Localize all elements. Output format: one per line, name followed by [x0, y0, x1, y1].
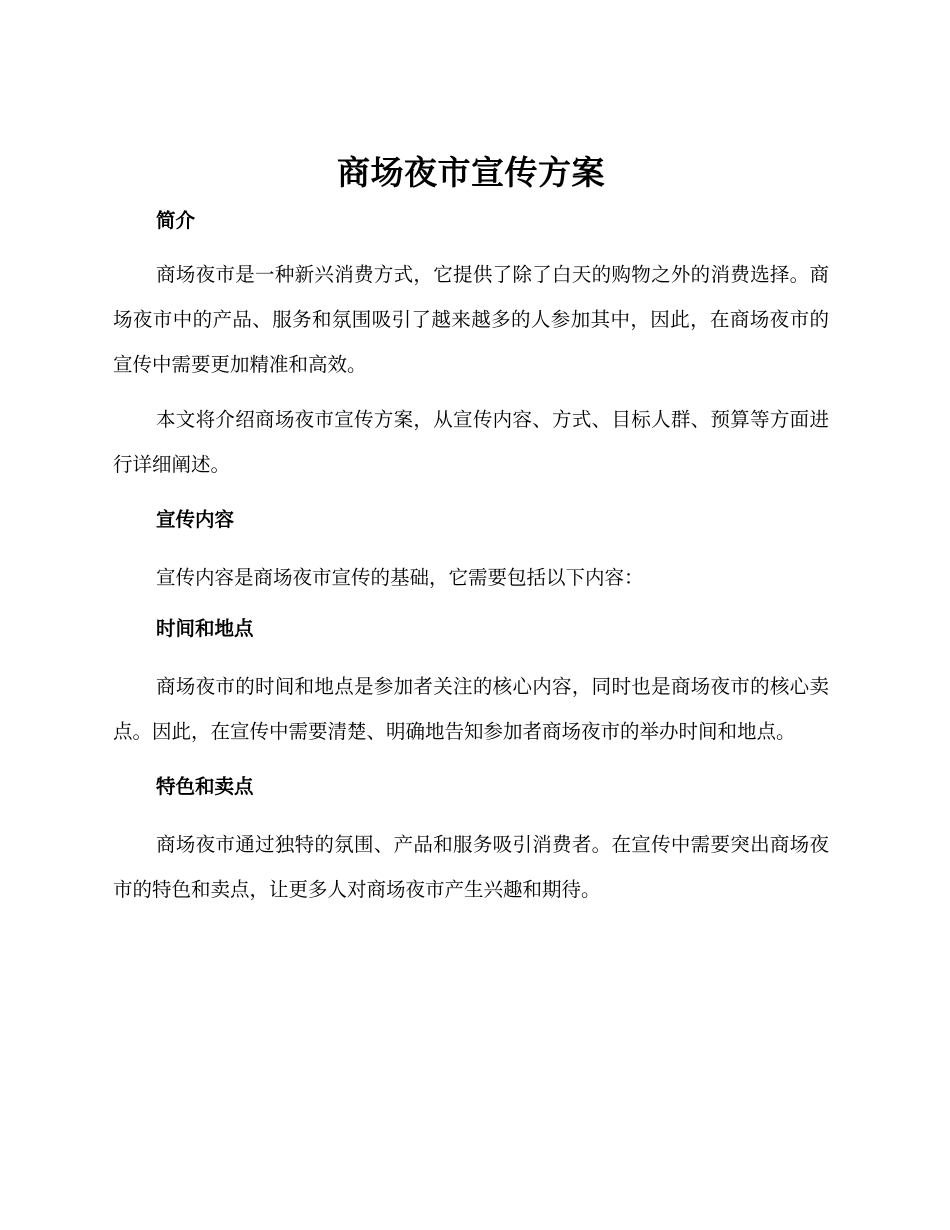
intro-paragraph-1: 商场夜市是一种新兴消费方式，它提供了除了白天的购物之外的消费选择。商场夜市中的产品、服务和氛围吸引了越来越多的人参加其中，因此，在商场夜市的宣传中需要更加精准和高效。 — [113, 263, 829, 376]
time-place-paragraph-1: 商场夜市的时间和地点是参加者关注的核心内容，同时也是商场夜市的核心卖点。因此，在宣传中需要清楚、明确地告知参加者商场夜市的举办时间和地点。 — [113, 675, 829, 743]
content-paragraph-1: 宣传内容是商场夜市宣传的基础，它需要包括以下内容： — [156, 566, 644, 589]
section-heading-content: 宣传内容 — [156, 508, 235, 531]
section-heading-features: 特色和卖点 — [156, 775, 254, 798]
features-paragraph-1: 商场夜市通过独特的氛围、产品和服务吸引消费者。在宣传中需要突出商场夜市的特色和卖点，让更多人对商场夜市产生兴趣和期待。 — [113, 833, 829, 901]
document-body — [113, 148, 829, 912]
document-title: 商场夜市宣传方案 — [337, 153, 605, 192]
section-heading-intro: 简介 — [156, 209, 196, 232]
intro-paragraph-2: 本文将介绍商场夜市宣传方案，从宣传内容、方式、目标人群、预算等方面进行详细阐述。 — [113, 408, 829, 476]
section-heading-time-place: 时间和地点 — [156, 617, 254, 640]
